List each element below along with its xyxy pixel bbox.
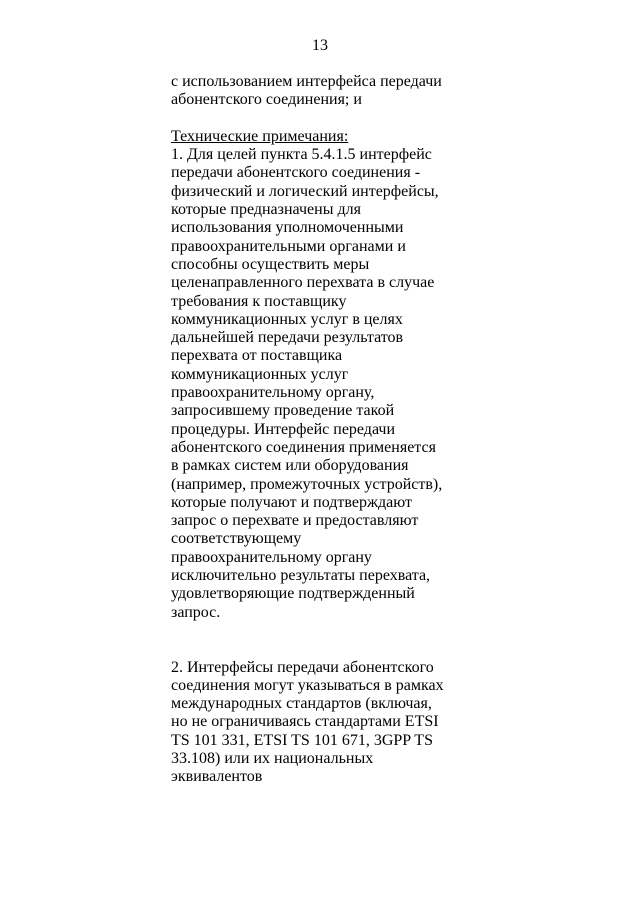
text-line: абонентского соединения применяется [171,438,436,456]
text-line: дальнейшей передачи результатов [171,329,404,347]
text-line: запросившему проведение такой [171,402,395,420]
text-line: передачи абонентского соединения - [171,164,421,182]
document-body [171,73,471,787]
page-number: 13 [312,37,328,54]
text-line: коммуникационных услуг [171,365,349,383]
text-line: правоохранительному органу, [171,384,375,402]
text-line: но не ограничиваясь стандартами ETSI [171,713,439,731]
text-line: эквивалентов [171,768,263,786]
text-line: запрос о перехвате и предоставляют [171,512,419,530]
blank-line [171,622,471,640]
text-line: в рамках систем или оборудования [171,457,409,475]
text-line: (например, промежуточных устройств), [171,475,443,493]
text-line: способны осуществить меры [171,255,370,273]
text-line: соединения могут указываться в рамках [171,676,444,694]
text-line: международных стандартов (включая, [171,695,432,713]
note-1-paragraph [171,146,471,622]
intro-paragraph [171,73,471,110]
text-line: исключительно результаты перехвата, [171,567,431,585]
text-line: перехвата от поставщика [171,347,343,365]
text-line: с использованием интерфейса передачи [171,73,442,90]
text-line: которые предназначены для [171,201,361,219]
text-line: требования к поставщику [171,292,347,310]
text-line: коммуникационных услуг в целях [171,310,403,328]
blank-line [171,640,471,658]
text-line: целенаправленного перехвата в случае [171,274,435,292]
text-line: TS 101 331, ETSI TS 101 671, 3GPP TS [171,731,433,749]
text-line: правоохранительными органами и [171,237,406,255]
text-line: 33.108) или их национальных [171,749,374,767]
note-2-paragraph [171,659,471,787]
text-line: использования уполномоченными [171,219,404,237]
text-line: которые получают и подтверждают [171,493,412,511]
text-line: 1. Для целей пункта 5.4.1.5 интерфейс [171,146,432,164]
text-line: процедуры. Интерфейс передачи [171,420,396,438]
text-line: удовлетворяющие подтвержденный [171,585,415,603]
text-line: соответствующему [171,530,302,548]
text-line: правоохранительному органу [171,548,372,566]
text-line: запрос. [171,603,221,621]
text-line: абонентского соединения; и [171,91,362,109]
text-line: 2. Интерфейсы передачи абонентского [171,658,434,676]
notes-heading: Технические примечания: [171,127,349,145]
text-line: физический и логический интерфейсы, [171,182,439,200]
blank-line [171,110,471,128]
